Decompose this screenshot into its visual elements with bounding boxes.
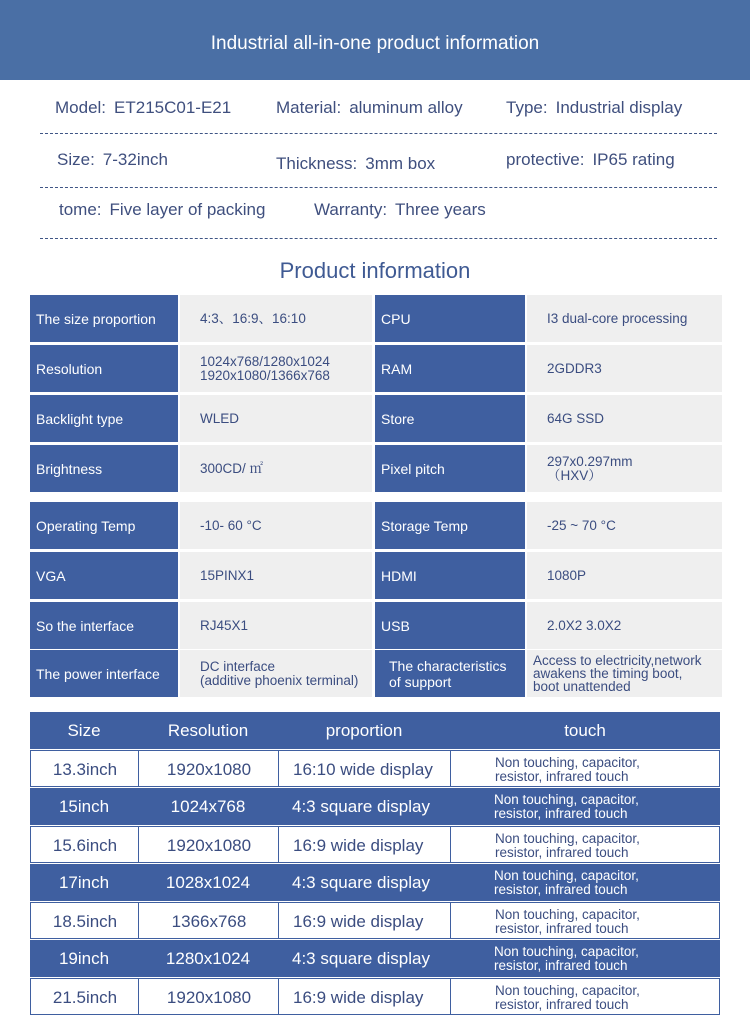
spec-label: Brightness	[30, 445, 178, 492]
cell-resolution: 1366x768	[171, 911, 247, 931]
info-row-3	[0, 200, 750, 230]
table-row	[30, 902, 720, 939]
spec-label: So the interface	[30, 602, 178, 649]
spec-label: CPU	[375, 295, 525, 342]
spec-label: USB	[375, 602, 525, 649]
header-banner	[0, 0, 750, 80]
cell-size: 15inch	[58, 796, 110, 816]
cell-touch-line: resistor, infrared touch	[494, 957, 628, 973]
spec-label: RAM	[375, 345, 525, 392]
cell-size: 17inch	[58, 872, 110, 892]
cell-proportion: 16:9 wide display	[293, 911, 424, 931]
column-divider	[138, 903, 139, 938]
table-row	[30, 940, 720, 977]
header-proportion: proportion	[325, 720, 403, 740]
spec-label: VGA	[30, 552, 178, 599]
table-row	[30, 788, 720, 825]
divider	[40, 133, 717, 134]
spec-value	[180, 345, 372, 392]
column-divider	[278, 903, 279, 938]
spec-value	[180, 552, 372, 599]
header-touch: touch	[564, 720, 606, 740]
spec-row	[30, 295, 722, 342]
spec-value-line: RJ45X1	[200, 617, 249, 633]
cell-proportion: 16:9 wide display	[293, 987, 424, 1007]
spec-value-line: WLED	[200, 410, 240, 426]
column-divider	[450, 751, 451, 786]
spec-value	[180, 445, 372, 492]
info-protective: protective: IP65 rating	[506, 150, 675, 169]
cell-proportion: 16:10 wide display	[293, 759, 433, 779]
column-divider	[138, 827, 139, 862]
spec-value-line: -25 ~ 70 °C	[547, 517, 616, 533]
column-divider	[450, 979, 451, 1014]
cell-resolution: 1028x1024	[165, 872, 251, 892]
spec-value	[527, 345, 722, 392]
cell-touch-line: resistor, infrared touch	[494, 881, 628, 897]
spec-value-line: 15PINX1	[200, 567, 255, 583]
spec-label: Store	[375, 395, 525, 442]
cell-proportion: 4:3 square display	[292, 948, 430, 968]
cell-touch-line: Non touching, capacitor,	[495, 906, 640, 922]
spec-value-line: I3 dual-core processing	[547, 310, 688, 326]
cell-size: 15.6inch	[52, 835, 118, 855]
spec-value	[527, 295, 722, 342]
cell-touch-line: Non touching, capacitor,	[495, 754, 640, 770]
column-divider	[138, 751, 139, 786]
spec-value	[180, 602, 372, 649]
spec-label: Storage Temp	[375, 502, 525, 549]
column-divider	[450, 903, 451, 938]
table-row	[30, 864, 720, 901]
info-type: Type: Industrial display	[506, 98, 683, 117]
table-header	[30, 712, 720, 749]
cell-touch-line: Non touching, capacitor,	[495, 982, 640, 998]
cell-proportion: 4:3 square display	[292, 872, 430, 892]
column-divider	[278, 751, 279, 786]
info-tome: tome: Five layer of packing	[59, 200, 266, 219]
spec-value-line: DC interface	[200, 658, 276, 674]
spec-value	[527, 395, 722, 442]
column-divider	[138, 979, 139, 1014]
spec-label: Pixel pitch	[375, 445, 525, 492]
spec-row	[30, 345, 722, 392]
column-divider	[278, 979, 279, 1014]
cell-size: 21.5inch	[52, 987, 118, 1007]
spec-label: The power interface	[30, 650, 178, 697]
spec-value-line: 297x0.297mm	[547, 453, 633, 469]
section-title: Product information	[279, 258, 471, 283]
cell-touch-line: Non touching, capacitor,	[494, 943, 639, 959]
spec-value-line: （HXV）	[547, 467, 602, 483]
cell-resolution: 1024x768	[170, 796, 246, 816]
cell-touch-line: resistor, infrared touch	[495, 920, 629, 936]
info-warranty: Warranty: Three years	[314, 200, 486, 219]
spec-label: The size proportion	[30, 295, 178, 342]
info-row-1	[0, 98, 750, 128]
spec-row	[30, 552, 722, 599]
info-row-2	[0, 150, 750, 180]
spec-value	[180, 650, 372, 697]
spec-value-line: awakens the timing boot,	[533, 666, 683, 681]
spec-value-line: 2GDDR3	[547, 360, 602, 376]
spec-label: Resolution	[30, 345, 178, 392]
cell-resolution: 1920x1080	[166, 759, 252, 779]
spec-value-line: 2.0X2 3.0X2	[547, 617, 622, 633]
cell-size: 18.5inch	[52, 911, 118, 931]
spec-value	[180, 502, 372, 549]
info-material: Material: aluminum alloy	[276, 98, 463, 117]
header-resolution: Resolution	[167, 720, 249, 740]
header-size: Size	[67, 720, 101, 740]
cell-touch	[450, 864, 720, 901]
spec-value	[527, 650, 722, 697]
cell-touch-line: Non touching, capacitor,	[495, 830, 640, 846]
spec-row	[30, 502, 722, 549]
cell-touch-line: Non touching, capacitor,	[494, 791, 639, 807]
spec-value-line: 1080P	[547, 567, 587, 583]
spec-value	[527, 445, 722, 492]
cell-size: 13.3inch	[52, 759, 118, 779]
cell-size: 19inch	[58, 948, 110, 968]
spec-value-line: 1920x1080/1366x768	[200, 367, 330, 383]
info-size: Size: 7-32inch	[57, 150, 169, 169]
cell-resolution: 1280x1024	[165, 948, 251, 968]
spec-value-line: 1024x768/1280x1024	[200, 353, 330, 369]
divider	[40, 238, 717, 239]
spec-label: Backlight type	[30, 395, 178, 442]
spec-value	[527, 552, 722, 599]
cell-touch	[450, 940, 720, 977]
cell-touch	[450, 788, 720, 825]
spec-label: Operating Temp	[30, 502, 178, 549]
spec-value-line: (additive phoenix terminal)	[200, 672, 359, 688]
spec-label: The characteristics of support	[375, 650, 525, 697]
cell-touch-line: Non touching, capacitor,	[494, 867, 639, 883]
column-divider	[450, 827, 451, 862]
spec-value	[180, 395, 372, 442]
cell-resolution: 1920x1080	[166, 835, 252, 855]
cell-touch	[451, 827, 721, 864]
spec-value-line: 4:3、16:9、16:10	[200, 310, 306, 326]
spec-row	[30, 650, 722, 697]
table-row	[30, 978, 720, 1015]
cell-touch	[451, 979, 721, 1016]
cell-touch-line: resistor, infrared touch	[495, 844, 629, 860]
table-row	[30, 826, 720, 863]
cell-touch-line: resistor, infrared touch	[495, 768, 629, 784]
spec-value-line: boot unattended	[533, 679, 631, 694]
banner-title: Industrial all-in-one product information	[210, 33, 540, 54]
cell-resolution: 1920x1080	[166, 987, 252, 1007]
divider	[40, 187, 717, 188]
table-row	[30, 750, 720, 787]
spec-value-line: -10- 60 °C	[200, 517, 262, 533]
cell-touch-line: resistor, infrared touch	[494, 805, 628, 821]
column-divider	[278, 827, 279, 862]
spec-value	[180, 295, 372, 342]
cell-proportion: 16:9 wide display	[293, 835, 424, 855]
spec-row	[30, 395, 722, 442]
spec-value-line: 64G SSD	[547, 410, 605, 426]
cell-touch-line: resistor, infrared touch	[495, 996, 629, 1012]
spec-value	[527, 602, 722, 649]
spec-value	[527, 502, 722, 549]
cell-touch	[451, 903, 721, 940]
cell-proportion: 4:3 square display	[292, 796, 430, 816]
spec-row	[30, 602, 722, 649]
info-model: Model: ET215C01-E21	[55, 98, 232, 117]
spec-value-line: Access to electricity,network	[533, 653, 702, 668]
spec-row	[30, 445, 722, 492]
spec-label: HDMI	[375, 552, 525, 599]
spec-value-line: 300CD/ ㎡	[200, 460, 264, 476]
info-thickness: Thickness: 3mm box	[276, 154, 436, 173]
cell-touch	[451, 751, 721, 788]
